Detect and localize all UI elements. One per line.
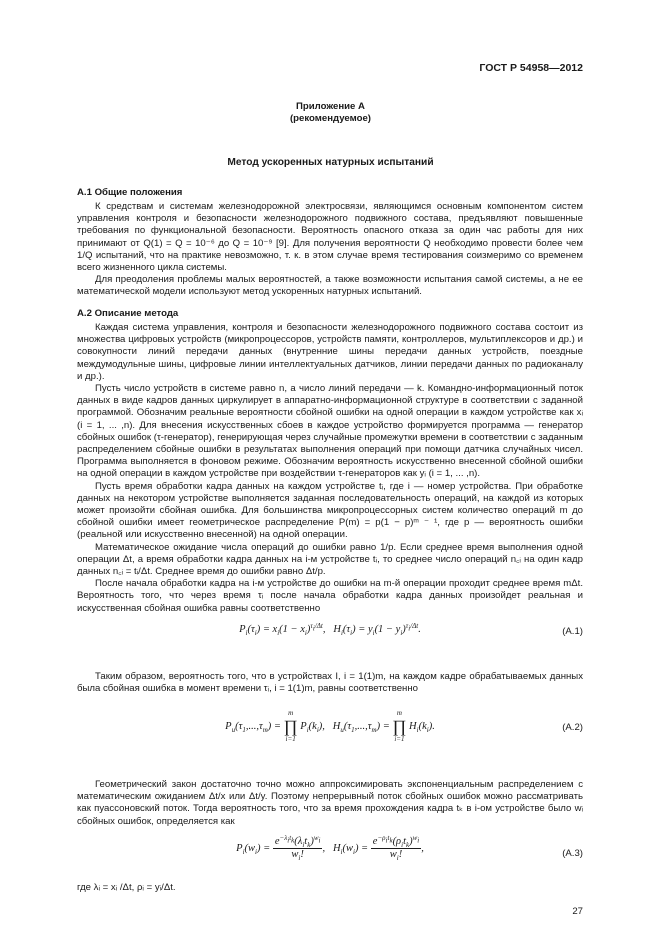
paragraph: Пусть время обработки кадра данных на каждом устройстве tᵢ, где i — номер устройства. При обработке данных на некотором устройстве выполняется заданная последовательность операций, на каждой из которых может произойти сбойная ошибка. Для большинства микропроцессорных систем количество операций m до сбойной ошибки имеет геометрическое распределение P(m) = p(1 − p)ᵐ ⁻ ¹, где p — вероятность ошибки (реальной или искусственно внесенной) на одной операции. xyxy=(77,480,583,541)
paragraph: Математическое ожидание числа операций до ошибки равно 1/p. Если среднее время выполнения одной операции Δt, а время обработки кадра данных на i-м устройстве tᵢ, то среднее число операций n꜀ᵢ на один кадр данных n꜀ᵢ = tᵢ/Δt. Среднее время до ошибки равно Δt/p. xyxy=(77,541,583,578)
appendix-title: Приложение А xyxy=(296,101,365,112)
paragraph: Для преодоления проблемы малых вероятностей, а также возможности испытания самой системы, а не ее математической модели используют метод ускоренных натурных испытаний. xyxy=(77,274,583,298)
equation-a2 xyxy=(77,707,583,753)
equation-a1-number: (А.1) xyxy=(562,626,583,637)
equation-a2-formula: $P_u(\tau_1,...,\tau_m)$ = m ∏ i=1 $P_i(k_i)$, $H_u(\tau_1,...,\tau_m)$ = m ∏ i=1 $H_i(k_i)$. xyxy=(225,709,435,743)
document-title: Метод ускоренных натурных испытаний xyxy=(227,157,434,168)
section-a2-body-2 xyxy=(77,671,583,695)
section-a2-body-4 xyxy=(77,882,583,894)
paragraph: Таким образом, вероятность того, что в устройствах I, i = 1(1)m, на каждом кадре обрабатываемых данных была сбойная ошибка в момент времени τᵢ, i = 1(1)m, равны соответственно xyxy=(77,671,583,695)
paragraph: Пусть число устройств в системе равно n, а число линий передачи — k. Командно-информационный поток данных в виде кадров данных циркулирует в аппаратно-информационной структуре в соответствии с заданной программой. Обозначим реальные вероятности сбойной ошибки на одной операции в каждом устройстве как xᵢ (i = 1, ... ,n). Для внесения искусственных сбоев в каждое устройство формируется программа — генератор сбойных ошибок (τ-генератор), генерирующая через случайные промежутки времени в соответствии с заданным распределением сбойные ошибки в результатах выполнения операций при помощи датчика случайных чисел. Программа выполняется в фоновом режиме. Обозначим вероятность искусственно внесенной сбойной ошибки на одной операции в каждом устройстве при воздействии τ-генераторов как yᵢ (i = 1, ... ,n). xyxy=(77,383,583,480)
section-a1-body xyxy=(77,201,583,299)
section-a1-heading: А.1 Общие положения xyxy=(77,187,183,198)
equation-a2-number: (А.2) xyxy=(562,722,583,733)
paragraph: где λᵢ = xᵢ /Δt, ρᵢ = yᵢ/Δt. xyxy=(77,882,176,893)
equation-a3-number: (А.3) xyxy=(562,848,583,859)
paragraph: Каждая система управления, контроля и безопасности железнодорожного подвижного состава состоит из множества цифровых устройств (микропроцессоров, устройств памяти, контроллеров, мультиплексоров и др.) и совокупности линий передачи данных (внутренние шины передачи данных устройств, поездные междумодульные шины, цифровые линии интеллектуальных датчиков, линии передачи данных по радиоканалу и др.). xyxy=(77,322,583,382)
appendix-subtitle: (рекомендуемое) xyxy=(289,113,371,124)
section-a2-body-3 xyxy=(77,779,583,828)
paragraph: Геометрический закон достаточно точно можно аппроксимировать экспоненциальным распределением с математическим ожиданием Δt/x или Δt/y. Поэтому непрерывный поток сбойных ошибок можно рассматривать как пуассоновский поток. Тогда вероятность того, что за время прохождения кадра tₖ в i-ом устройстве было wᵢ сбойных ошибок, определяется как xyxy=(77,779,583,827)
page-number: 27 xyxy=(572,906,583,917)
paragraph: К средствам и системам железнодорожной электросвязи, являющимся основным компонентом систем управления контроля и безопасности железнодорожного подвижного состава, предъявляют повышенные требования по функциональной безопасности. Вероятность опасного отказа за один час работы для них принимают от Q(1) = Q = 10⁻⁶ до Q = 10⁻⁹ [9]. Для получения вероятности Q необходимо провести более чем 1/Q испытаний, что на практике невозможно, т. к. в этом случае время тестирования соизмеримо со временем всего жизненного цикла системы. xyxy=(77,201,583,274)
equation-a3-formula: $P_i(w_i)$ = $\frac{e^{-\lambda_it_k}(\lambda_it_k)^{w_i}}{w_i!}$ , $H_i(w_i)$ = $\frac{e^{-\rho_it_k}(\rho_it_k)^{w_i}}{w_i!}$ , xyxy=(236,833,424,863)
equation-a1-formula: $P_i(\tau_i) = x_i(1 - x_i)^{\tau_i/\Delta t}$, $H_i(\tau_i) = y_i(1 - y_i)^{\tau_i/\Delta t}$. xyxy=(239,621,421,638)
standard-number: ГОСТ Р 54958—2012 xyxy=(479,62,583,74)
section-a2-heading: А.2 Описание метода xyxy=(77,308,179,319)
section-a2-body-1 xyxy=(77,322,583,615)
equation-a1 xyxy=(77,618,583,648)
paragraph: После начала обработки кадра на i-м устройстве до ошибки на m-й операции проходит среднее время mΔt. Вероятность того, что через время τᵢ после начала обработки кадра данных произойдет реальная и искусственная сбойная ошибка равны соответственно xyxy=(77,578,583,614)
equation-a3 xyxy=(77,833,583,876)
